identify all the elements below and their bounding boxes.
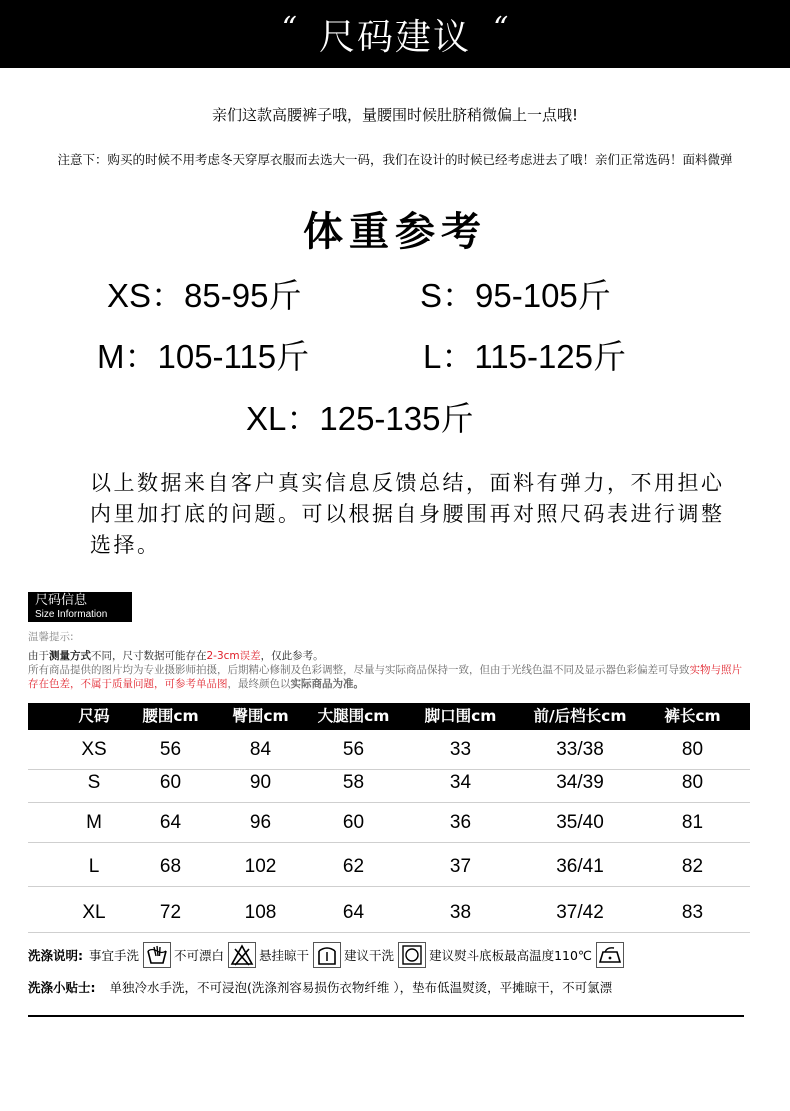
quote-open: “ (281, 10, 297, 46)
weight-item-xl: XL：125-135斤 (246, 399, 474, 438)
cell-hip: 84 (249, 739, 272, 760)
weight-size: M (97, 338, 125, 375)
weight-range: 85-95 (184, 277, 269, 314)
cell-rise: 34/39 (556, 772, 604, 793)
cell-hip: 90 (249, 772, 272, 793)
cell-length: 82 (681, 856, 704, 877)
no-bleach-icon (228, 942, 256, 968)
weight-range: 115-125 (474, 338, 594, 375)
cell-size: XL (82, 902, 106, 923)
cell-size: L (88, 856, 100, 877)
cell-hem: 34 (449, 772, 472, 793)
table-row (28, 803, 750, 843)
size-info-en: Size Information (35, 609, 108, 620)
weight-item-m: M：105-115斤 (97, 337, 310, 376)
cell-rise: 35/40 (556, 812, 604, 833)
header-hip: 臀围cm (232, 707, 289, 725)
cell-hip: 108 (244, 902, 277, 923)
cell-hip: 96 (249, 812, 272, 833)
table-row (28, 847, 750, 887)
header-rise: 前/后档长cm (533, 707, 627, 725)
cell-size: S (87, 772, 101, 793)
row-divider (28, 932, 750, 933)
cell-size: M (86, 812, 102, 833)
cell-rise: 36/41 (556, 856, 604, 877)
header-waist: 腰围cm (142, 707, 199, 725)
cell-hem: 38 (449, 902, 472, 923)
weight-range: 95-105 (475, 277, 578, 314)
cell-rise: 33/38 (556, 739, 604, 760)
waist-notice: 亲们这款高腰裤子哦，量腰围时候肚脐稍微偏上一点哦! (211, 106, 579, 124)
row-divider (28, 842, 750, 843)
wash-text: 建议熨斗底板最高温度110℃ (429, 948, 592, 963)
cell-size: XS (81, 739, 107, 760)
iron-icon (596, 942, 624, 968)
cell-rise: 37/42 (556, 902, 604, 923)
cell-hip: 102 (244, 856, 277, 877)
quote-close: “ (493, 10, 509, 46)
cell-waist: 56 (159, 739, 182, 760)
cell-thigh: 58 (342, 772, 365, 793)
weight-item-s: S：95-105斤 (420, 276, 611, 315)
wash-tips-label: 洗涤小贴士: (28, 980, 96, 995)
row-divider (28, 886, 750, 887)
header-hem: 脚口围cm (424, 707, 497, 725)
bottom-divider (28, 1015, 744, 1017)
weight-range: 125-135 (319, 400, 441, 437)
cell-waist: 68 (159, 856, 182, 877)
size-notice: 注意下：购买的时候不用考虑冬天穿厚衣服而去选大一码，我们在设计的时候已经考虑进去了哦！亲们正常选码！面料微弹 (57, 152, 733, 167)
cell-thigh: 62 (342, 856, 365, 877)
cell-waist: 60 (159, 772, 182, 793)
weight-size: S (420, 277, 443, 314)
weight-unit: 斤 (577, 276, 611, 315)
measurement-tip: 由于测量方式不同，尺寸数据可能存在2-3cm误差，仅此参考。 (28, 650, 324, 662)
weight-size: XL (246, 400, 287, 437)
cell-length: 80 (681, 739, 704, 760)
weight-size: L (423, 338, 442, 375)
wash-instructions (28, 940, 750, 970)
weight-range: 105-115 (157, 338, 277, 375)
weight-title: 体重参考 (303, 208, 487, 255)
header-banner (0, 0, 790, 68)
wash-tips (28, 978, 612, 996)
wash-label: 洗涤说明: (28, 948, 83, 963)
cell-thigh: 60 (342, 812, 365, 833)
color-tip: 所有商品提供的图片均为专业摄影师拍摄，后期精心修制及色彩调整，尽量与实际商品保持一致，但由于光线色温不同及显示器色彩偏差可导致实物与照片存在色差，不属于质量问题，可参考单品图，最终颜色以实际商品为准。 (28, 664, 742, 690)
banner-title: 尺码建议 (318, 16, 471, 58)
weight-unit: 斤 (593, 337, 627, 376)
table-row (28, 893, 750, 933)
weight-size: XS (107, 277, 152, 314)
cell-hem: 33 (449, 739, 472, 760)
wash-text: 不可漂白 (174, 948, 225, 963)
cell-hem: 37 (449, 856, 472, 877)
feedback-summary: 以上数据来自客户真实信息反馈总结，面料有弹力，不用担心内里加打底的问题。可以根据自身腰围再对照尺码表进行调整选择。 (90, 471, 725, 557)
header-thigh: 大腿围cm (317, 707, 390, 725)
cell-hem: 36 (449, 812, 472, 833)
cell-thigh: 64 (342, 902, 365, 923)
hang-dry-icon (313, 942, 341, 968)
cell-length: 83 (681, 902, 704, 923)
cell-waist: 72 (159, 902, 182, 923)
size-info-cn: 尺码信息 (35, 593, 88, 608)
weight-unit: 斤 (268, 276, 302, 315)
wash-text: 事宜手洗 (89, 948, 140, 963)
weight-unit: 斤 (440, 399, 474, 438)
size-table-header (28, 703, 750, 730)
header-length: 裤长cm (664, 707, 721, 725)
dry-clean-icon (398, 942, 426, 968)
weight-item-xs: XS：85-95斤 (107, 276, 302, 315)
cell-length: 81 (681, 812, 704, 833)
table-row (28, 763, 750, 803)
cell-length: 80 (681, 772, 704, 793)
header-size: 尺码 (78, 707, 110, 725)
wash-text: 建议干洗 (344, 948, 395, 963)
hand-wash-icon (143, 942, 171, 968)
cell-waist: 64 (159, 812, 182, 833)
cell-thigh: 56 (342, 739, 365, 760)
size-info-tag (28, 592, 132, 622)
wash-text: 悬挂晾干 (259, 948, 310, 963)
weight-unit: 斤 (276, 337, 310, 376)
tip-label: 温馨提示: (28, 631, 74, 643)
wash-tips-text: 单独冷水手洗，不可浸泡(洗涤剂容易损伤衣物纤维 ），垫布低温熨烫，平摊晾干，不可氯漂 (109, 980, 613, 995)
weight-item-l: L：115-125斤 (423, 337, 627, 376)
